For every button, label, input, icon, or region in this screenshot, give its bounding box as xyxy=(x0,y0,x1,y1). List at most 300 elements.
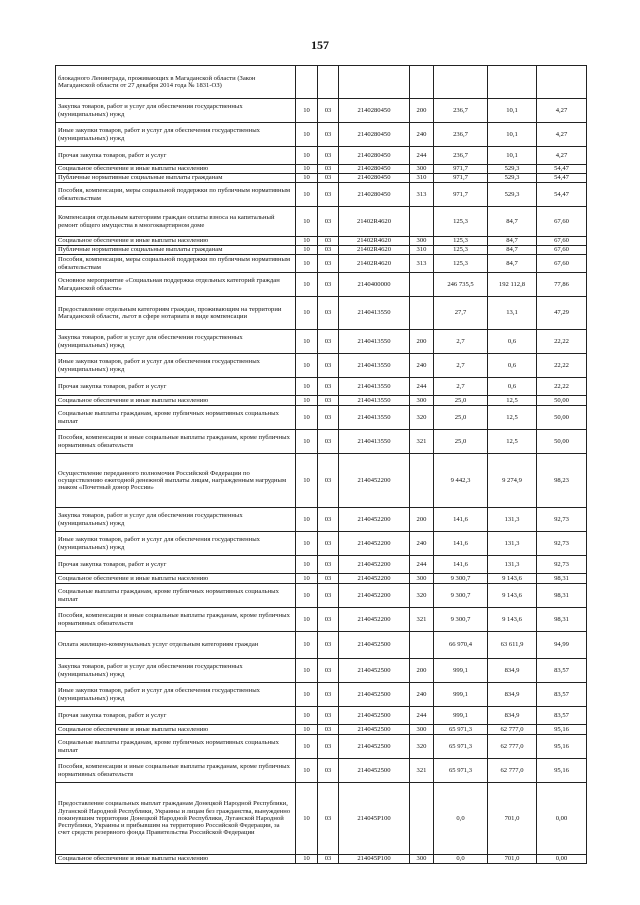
cell-subsection: 03 xyxy=(318,608,339,632)
cell-expense-type: 300 xyxy=(410,237,434,246)
cell-name: Пособия, компенсации и иные социальные выплаты гражданам, кроме публичных нормативных обязательств xyxy=(56,759,296,783)
cell-expense-type: 300 xyxy=(410,574,434,584)
table-row xyxy=(56,183,587,207)
cell-subsection: 03 xyxy=(318,735,339,759)
cell-expense-type: 240 xyxy=(410,683,434,707)
cell-section: 10 xyxy=(296,147,318,165)
cell-subsection: 03 xyxy=(318,183,339,207)
table-row xyxy=(56,406,587,430)
cell-target-article: 2140452500 xyxy=(339,632,410,659)
cell-executed: 529,3 xyxy=(488,174,537,183)
cell-name: блокадного Ленинграда, проживающих в Магаданской области (Закон Магаданской области от 27 декабря 2014 года № 1831-ОЗ) xyxy=(56,66,296,99)
cell-plan: 125,3 xyxy=(434,246,488,255)
cell-target-article: 2140280450 xyxy=(339,165,410,174)
cell-expense-type: 244 xyxy=(410,378,434,396)
cell-name: Публичные нормативные социальные выплаты гражданам xyxy=(56,174,296,183)
cell-executed: 12,5 xyxy=(488,396,537,406)
cell-expense-type xyxy=(410,297,434,330)
cell-executed: 0,6 xyxy=(488,378,537,396)
cell-section: 10 xyxy=(296,273,318,297)
cell-percent: 92,73 xyxy=(537,508,587,532)
cell-subsection: 03 xyxy=(318,659,339,683)
cell-executed: 131,3 xyxy=(488,556,537,574)
cell-expense-type: 200 xyxy=(410,330,434,354)
cell-plan: 141,6 xyxy=(434,556,488,574)
cell-percent: 54,47 xyxy=(537,174,587,183)
cell-target-article: 2140413550 xyxy=(339,378,410,396)
table-row xyxy=(56,608,587,632)
table-row xyxy=(56,574,587,584)
cell-percent: 95,16 xyxy=(537,725,587,735)
table-row xyxy=(56,273,587,297)
cell-name: Предоставление социальных выплат гражданам Донецкой Народной Республики, Луганской Народной Республики, Украины и лицам без гражданства, вынужденно покинувшим территории Донецкой Народной Республики, Луганской Народной Республики, Украины и прибывшим на территорию Российской Федерации, за счет средств резервного фонда Правительства Российской Федерации xyxy=(56,783,296,855)
cell-executed: 9 143,6 xyxy=(488,584,537,608)
cell-expense-type: 200 xyxy=(410,659,434,683)
cell-plan: 236,7 xyxy=(434,123,488,147)
table-row xyxy=(56,147,587,165)
cell-section: 10 xyxy=(296,532,318,556)
cell-name: Осуществление переданного полномочия Российской Федерации по осуществлению ежегодной денежной выплаты лицам, награжденным нагрудным знаком «Почетный донор России» xyxy=(56,454,296,508)
cell-expense-type: 244 xyxy=(410,556,434,574)
cell-target-article: 2140452500 xyxy=(339,759,410,783)
cell-name: Прочая закупка товаров, работ и услуг xyxy=(56,147,296,165)
cell-expense-type: 240 xyxy=(410,123,434,147)
cell-name: Иные закупки товаров, работ и услуг для обеспечения государственных (муниципальных) нужд xyxy=(56,683,296,707)
cell-percent: 98,31 xyxy=(537,584,587,608)
cell-target-article: 21402R4620 xyxy=(339,207,410,237)
cell-target-article: 2140280450 xyxy=(339,174,410,183)
cell-name: Социальное обеспечение и иные выплаты населению xyxy=(56,165,296,174)
cell-section: 10 xyxy=(296,165,318,174)
cell-name: Социальные выплаты гражданам, кроме публичных нормативных социальных выплат xyxy=(56,406,296,430)
cell-executed: 12,5 xyxy=(488,406,537,430)
cell-subsection: 03 xyxy=(318,147,339,165)
cell-target-article: 2140452500 xyxy=(339,735,410,759)
cell-section: 10 xyxy=(296,183,318,207)
cell-section: 10 xyxy=(296,207,318,237)
cell-percent: 4,27 xyxy=(537,99,587,123)
cell-subsection: 03 xyxy=(318,759,339,783)
cell-target-article: 21402R4620 xyxy=(339,237,410,246)
cell-section: 10 xyxy=(296,246,318,255)
cell-section: 10 xyxy=(296,378,318,396)
cell-executed: 62 777,0 xyxy=(488,759,537,783)
cell-expense-type: 200 xyxy=(410,99,434,123)
cell-executed: 10,1 xyxy=(488,147,537,165)
table-row xyxy=(56,855,587,864)
cell-section: 10 xyxy=(296,725,318,735)
cell-name: Пособия, компенсации, меры социальной поддержки по публичным нормативным обязательствам xyxy=(56,183,296,207)
cell-executed: 9 143,6 xyxy=(488,608,537,632)
cell-plan: 236,7 xyxy=(434,147,488,165)
cell-section: 10 xyxy=(296,556,318,574)
cell-executed: 529,3 xyxy=(488,183,537,207)
cell-expense-type: 200 xyxy=(410,508,434,532)
cell-plan: 999,1 xyxy=(434,683,488,707)
cell-section: 10 xyxy=(296,735,318,759)
cell-target-article: 2140413550 xyxy=(339,430,410,454)
table-body xyxy=(56,66,587,864)
cell-percent: 54,47 xyxy=(537,165,587,174)
cell-percent: 4,27 xyxy=(537,147,587,165)
cell-name: Прочая закупка товаров, работ и услуг xyxy=(56,707,296,725)
cell-plan: 141,6 xyxy=(434,532,488,556)
cell-executed: 192 112,8 xyxy=(488,273,537,297)
cell-subsection: 03 xyxy=(318,237,339,246)
cell-section: 10 xyxy=(296,632,318,659)
cell-name: Пособия, компенсации и иные социальные выплаты гражданам, кроме публичных нормативных обязательств xyxy=(56,608,296,632)
cell-target-article: 21402R4620 xyxy=(339,255,410,273)
cell-target-article: 2140452500 xyxy=(339,659,410,683)
cell-expense-type: 240 xyxy=(410,354,434,378)
cell-plan: 25,0 xyxy=(434,396,488,406)
cell-subsection: 03 xyxy=(318,574,339,584)
cell-subsection: 03 xyxy=(318,532,339,556)
cell-subsection xyxy=(318,66,339,99)
cell-target-article xyxy=(339,66,410,99)
cell-subsection: 03 xyxy=(318,246,339,255)
cell-executed: 10,1 xyxy=(488,99,537,123)
cell-section: 10 xyxy=(296,783,318,855)
cell-section: 10 xyxy=(296,584,318,608)
cell-percent: 22,22 xyxy=(537,354,587,378)
cell-name: Закупка товаров, работ и услуг для обеспечения государственных (муниципальных) нужд xyxy=(56,99,296,123)
cell-percent: 83,57 xyxy=(537,659,587,683)
cell-subsection: 03 xyxy=(318,632,339,659)
cell-expense-type: 321 xyxy=(410,608,434,632)
table-row xyxy=(56,735,587,759)
cell-subsection: 03 xyxy=(318,683,339,707)
cell-subsection: 03 xyxy=(318,725,339,735)
cell-subsection: 03 xyxy=(318,273,339,297)
cell-percent xyxy=(537,66,587,99)
cell-target-article: 2140413550 xyxy=(339,297,410,330)
cell-expense-type: 300 xyxy=(410,725,434,735)
cell-name: Публичные нормативные социальные выплаты гражданам xyxy=(56,246,296,255)
cell-plan: 27,7 xyxy=(434,297,488,330)
cell-plan: 9 300,7 xyxy=(434,608,488,632)
cell-percent: 98,31 xyxy=(537,574,587,584)
cell-plan: 236,7 xyxy=(434,99,488,123)
cell-target-article: 2140280450 xyxy=(339,183,410,207)
cell-expense-type: 300 xyxy=(410,855,434,864)
cell-section: 10 xyxy=(296,454,318,508)
table-row xyxy=(56,354,587,378)
cell-section: 10 xyxy=(296,237,318,246)
cell-percent: 22,22 xyxy=(537,330,587,354)
cell-percent: 94,99 xyxy=(537,632,587,659)
cell-name: Иные закупки товаров, работ и услуг для обеспечения государственных (муниципальных) нужд xyxy=(56,354,296,378)
cell-percent: 83,57 xyxy=(537,707,587,725)
cell-executed: 62 777,0 xyxy=(488,725,537,735)
table-row xyxy=(56,707,587,725)
cell-target-article: 2140413550 xyxy=(339,406,410,430)
table-row xyxy=(56,246,587,255)
cell-executed: 84,7 xyxy=(488,246,537,255)
cell-expense-type: 313 xyxy=(410,255,434,273)
cell-executed: 701,0 xyxy=(488,855,537,864)
cell-name: Основное мероприятие «Социальная поддержка отдельных категорий граждан Магаданской области» xyxy=(56,273,296,297)
table-row xyxy=(56,683,587,707)
table-row xyxy=(56,532,587,556)
cell-executed: 834,9 xyxy=(488,659,537,683)
table-row xyxy=(56,759,587,783)
cell-section: 10 xyxy=(296,430,318,454)
cell-subsection: 03 xyxy=(318,508,339,532)
cell-expense-type xyxy=(410,207,434,237)
cell-subsection: 03 xyxy=(318,255,339,273)
cell-executed: 0,6 xyxy=(488,354,537,378)
cell-name: Прочая закупка товаров, работ и услуг xyxy=(56,556,296,574)
cell-expense-type: 240 xyxy=(410,532,434,556)
cell-name: Прочая закупка товаров, работ и услуг xyxy=(56,378,296,396)
cell-executed: 529,3 xyxy=(488,165,537,174)
cell-target-article: 2140400000 xyxy=(339,273,410,297)
table-row xyxy=(56,783,587,855)
cell-subsection: 03 xyxy=(318,330,339,354)
cell-section: 10 xyxy=(296,759,318,783)
table-row xyxy=(56,584,587,608)
cell-target-article: 2140452200 xyxy=(339,556,410,574)
cell-name: Пособия, компенсации и иные социальные выплаты гражданам, кроме публичных нормативных обязательств xyxy=(56,430,296,454)
cell-expense-type: 310 xyxy=(410,174,434,183)
cell-plan: 65 971,3 xyxy=(434,759,488,783)
cell-subsection: 03 xyxy=(318,406,339,430)
cell-expense-type xyxy=(410,783,434,855)
cell-target-article: 2140413550 xyxy=(339,396,410,406)
cell-executed: 131,3 xyxy=(488,532,537,556)
table-row xyxy=(56,165,587,174)
budget-execution-table xyxy=(55,65,587,864)
cell-name: Социальное обеспечение и иные выплаты населению xyxy=(56,855,296,864)
table-row xyxy=(56,297,587,330)
cell-expense-type: 244 xyxy=(410,707,434,725)
cell-subsection: 03 xyxy=(318,297,339,330)
cell-expense-type: 300 xyxy=(410,165,434,174)
cell-subsection: 03 xyxy=(318,174,339,183)
cell-expense-type xyxy=(410,273,434,297)
cell-subsection: 03 xyxy=(318,707,339,725)
cell-section: 10 xyxy=(296,683,318,707)
cell-plan: 0,0 xyxy=(434,783,488,855)
cell-target-article: 2140452500 xyxy=(339,683,410,707)
cell-percent: 0,00 xyxy=(537,783,587,855)
cell-plan: 9 442,3 xyxy=(434,454,488,508)
cell-section: 10 xyxy=(296,174,318,183)
cell-target-article: 2140452500 xyxy=(339,707,410,725)
cell-target-article: 2140452500 xyxy=(339,725,410,735)
cell-name: Социальное обеспечение и иные выплаты населению xyxy=(56,574,296,584)
table-row xyxy=(56,556,587,574)
cell-percent: 50,00 xyxy=(537,430,587,454)
table-row xyxy=(56,66,587,99)
cell-expense-type: 320 xyxy=(410,584,434,608)
cell-target-article: 2140280450 xyxy=(339,147,410,165)
cell-target-article: 2140280450 xyxy=(339,123,410,147)
cell-subsection: 03 xyxy=(318,207,339,237)
cell-percent: 77,86 xyxy=(537,273,587,297)
cell-target-article: 214045P100 xyxy=(339,783,410,855)
cell-target-article: 214045P100 xyxy=(339,855,410,864)
cell-subsection: 03 xyxy=(318,165,339,174)
cell-percent: 50,00 xyxy=(537,396,587,406)
table-row xyxy=(56,123,587,147)
cell-plan: 999,1 xyxy=(434,707,488,725)
cell-executed: 12,5 xyxy=(488,430,537,454)
cell-section: 10 xyxy=(296,508,318,532)
cell-expense-type: 310 xyxy=(410,246,434,255)
cell-plan: 999,1 xyxy=(434,659,488,683)
cell-executed: 131,3 xyxy=(488,508,537,532)
cell-executed: 63 611,9 xyxy=(488,632,537,659)
table-row xyxy=(56,659,587,683)
cell-expense-type: 300 xyxy=(410,396,434,406)
cell-section: 10 xyxy=(296,574,318,584)
cell-subsection: 03 xyxy=(318,783,339,855)
table-row xyxy=(56,174,587,183)
cell-name: Иные закупки товаров, работ и услуг для обеспечения государственных (муниципальных) нужд xyxy=(56,532,296,556)
cell-plan: 9 300,7 xyxy=(434,574,488,584)
cell-section: 10 xyxy=(296,297,318,330)
cell-target-article: 2140280450 xyxy=(339,99,410,123)
cell-percent: 92,73 xyxy=(537,556,587,574)
cell-expense-type: 321 xyxy=(410,430,434,454)
cell-executed: 62 777,0 xyxy=(488,735,537,759)
cell-name: Оплата жилищно-коммунальных услуг отдельным категориям граждан xyxy=(56,632,296,659)
cell-executed: 9 274,9 xyxy=(488,454,537,508)
cell-section: 10 xyxy=(296,354,318,378)
cell-target-article: 2140452200 xyxy=(339,584,410,608)
cell-subsection: 03 xyxy=(318,430,339,454)
table-row xyxy=(56,632,587,659)
cell-name: Предоставление отдельным категориям граждан, проживающим на территории Магаданской области, льгот в сфере нотариата в виде компенсации xyxy=(56,297,296,330)
cell-name: Компенсация отдельным категориям граждан оплаты взноса на капитальный ремонт общего имущества в многоквартирном доме xyxy=(56,207,296,237)
cell-percent: 47,29 xyxy=(537,297,587,330)
cell-executed: 834,9 xyxy=(488,683,537,707)
cell-name: Закупка товаров, работ и услуг для обеспечения государственных (муниципальных) нужд xyxy=(56,508,296,532)
cell-target-article: 2140413550 xyxy=(339,354,410,378)
cell-percent: 67,60 xyxy=(537,255,587,273)
cell-expense-type: 320 xyxy=(410,406,434,430)
cell-plan: 2,7 xyxy=(434,378,488,396)
table-row xyxy=(56,207,587,237)
cell-percent: 95,16 xyxy=(537,759,587,783)
cell-expense-type xyxy=(410,632,434,659)
cell-plan: 971,7 xyxy=(434,174,488,183)
cell-plan: 9 300,7 xyxy=(434,584,488,608)
cell-percent: 92,73 xyxy=(537,532,587,556)
cell-expense-type: 321 xyxy=(410,759,434,783)
cell-subsection: 03 xyxy=(318,354,339,378)
cell-plan: 25,0 xyxy=(434,406,488,430)
cell-name: Иные закупки товаров, работ и услуг для обеспечения государственных (муниципальных) нужд xyxy=(56,123,296,147)
table-row xyxy=(56,255,587,273)
cell-plan: 65 971,3 xyxy=(434,725,488,735)
cell-name: Социальные выплаты гражданам, кроме публичных нормативных социальных выплат xyxy=(56,735,296,759)
cell-section: 10 xyxy=(296,608,318,632)
cell-target-article: 2140452200 xyxy=(339,454,410,508)
cell-percent: 83,57 xyxy=(537,683,587,707)
cell-section: 10 xyxy=(296,255,318,273)
cell-target-article: 2140452200 xyxy=(339,574,410,584)
table-row xyxy=(56,330,587,354)
cell-subsection: 03 xyxy=(318,99,339,123)
cell-percent: 98,31 xyxy=(537,608,587,632)
cell-executed: 834,9 xyxy=(488,707,537,725)
cell-percent: 67,60 xyxy=(537,246,587,255)
table-row xyxy=(56,396,587,406)
cell-section xyxy=(296,66,318,99)
cell-section: 10 xyxy=(296,99,318,123)
cell-subsection: 03 xyxy=(318,584,339,608)
cell-name: Социальное обеспечение и иные выплаты населению xyxy=(56,237,296,246)
cell-plan: 971,7 xyxy=(434,165,488,174)
cell-expense-type: 313 xyxy=(410,183,434,207)
cell-percent: 50,00 xyxy=(537,406,587,430)
cell-percent: 22,22 xyxy=(537,378,587,396)
cell-plan: 125,3 xyxy=(434,237,488,246)
cell-plan: 971,7 xyxy=(434,183,488,207)
cell-name: Пособия, компенсации, меры социальной поддержки по публичным нормативным обязательствам xyxy=(56,255,296,273)
cell-percent: 95,16 xyxy=(537,735,587,759)
table-row xyxy=(56,378,587,396)
cell-executed: 84,7 xyxy=(488,255,537,273)
cell-section: 10 xyxy=(296,406,318,430)
cell-name: Закупка товаров, работ и услуг для обеспечения государственных (муниципальных) нужд xyxy=(56,330,296,354)
cell-expense-type: 320 xyxy=(410,735,434,759)
cell-section: 10 xyxy=(296,330,318,354)
table-row xyxy=(56,237,587,246)
table-row xyxy=(56,99,587,123)
cell-plan: 141,6 xyxy=(434,508,488,532)
cell-target-article: 21402R4620 xyxy=(339,246,410,255)
cell-plan: 0,0 xyxy=(434,855,488,864)
cell-percent: 4,27 xyxy=(537,123,587,147)
cell-executed: 84,7 xyxy=(488,237,537,246)
cell-target-article: 2140413550 xyxy=(339,330,410,354)
cell-percent: 54,47 xyxy=(537,183,587,207)
cell-section: 10 xyxy=(296,396,318,406)
cell-section: 10 xyxy=(296,707,318,725)
cell-executed xyxy=(488,66,537,99)
cell-percent: 98,23 xyxy=(537,454,587,508)
cell-plan: 65 971,3 xyxy=(434,735,488,759)
cell-name: Социальные выплаты гражданам, кроме публичных нормативных социальных выплат xyxy=(56,584,296,608)
cell-target-article: 2140452200 xyxy=(339,608,410,632)
cell-plan: 125,3 xyxy=(434,255,488,273)
cell-plan xyxy=(434,66,488,99)
cell-plan: 2,7 xyxy=(434,330,488,354)
cell-plan: 125,3 xyxy=(434,207,488,237)
cell-expense-type: 244 xyxy=(410,147,434,165)
cell-expense-type xyxy=(410,66,434,99)
cell-subsection: 03 xyxy=(318,556,339,574)
cell-section: 10 xyxy=(296,659,318,683)
cell-subsection: 03 xyxy=(318,123,339,147)
cell-executed: 701,0 xyxy=(488,783,537,855)
cell-plan: 66 970,4 xyxy=(434,632,488,659)
cell-target-article: 2140452200 xyxy=(339,532,410,556)
cell-percent: 0,00 xyxy=(537,855,587,864)
page-number: 157 xyxy=(311,38,329,52)
table-row xyxy=(56,725,587,735)
cell-section: 10 xyxy=(296,123,318,147)
cell-subsection: 03 xyxy=(318,378,339,396)
cell-section: 10 xyxy=(296,855,318,864)
table-row xyxy=(56,508,587,532)
cell-name: Социальное обеспечение и иные выплаты населению xyxy=(56,396,296,406)
cell-percent: 67,60 xyxy=(537,237,587,246)
